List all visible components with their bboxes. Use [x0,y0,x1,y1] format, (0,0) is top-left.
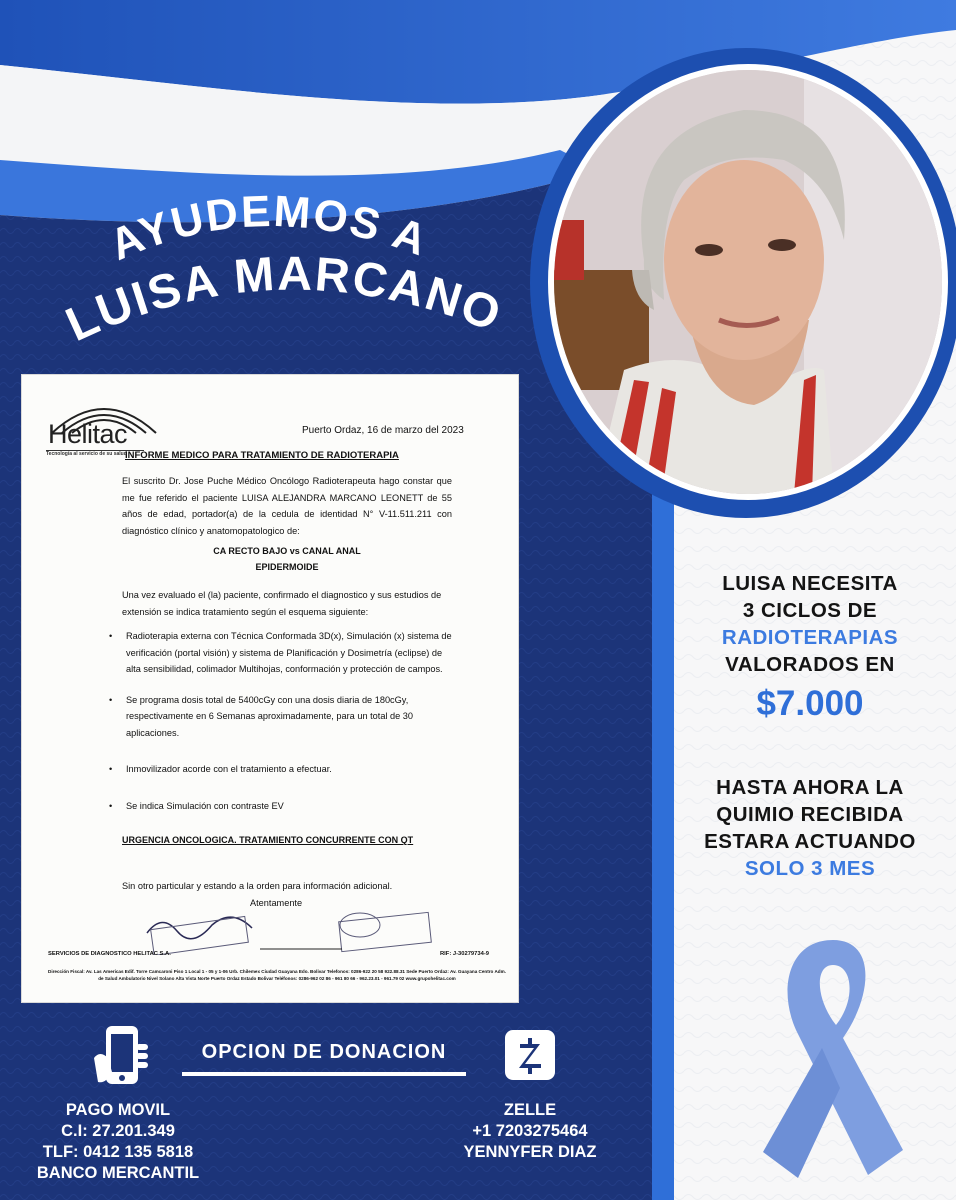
company-rif: RIF: J-30279734-9 [440,951,489,957]
pago-movil-bank: BANCO MERCANTIL [36,1164,200,1182]
treatment-list [106,628,454,814]
helitac-logo-text: Helitac [48,419,128,449]
info-line: LUISA NECESITA [722,572,898,595]
treatment-item: • Se programa dosis total de 5400cGy con una dosis diaria de 180cGy, respectivamente en 6 Semanas aproximadamente, para un total de 30 aplicaciones. [106,692,454,742]
diagnosis-line2: EPIDERMOIDE [255,562,319,572]
headline [20,170,540,370]
urgency-note: URGENCIA ONCOLOGICA. TRATAMIENTO CONCURRENTE CON QT [122,835,414,845]
report-heading: INFORME MEDICO PARA TRATAMIENTO DE RADIOTERAPIA [125,450,399,461]
pago-movil-phone: TLF: 0412 135 5818 [42,1143,194,1161]
medical-report-document [22,375,518,1002]
fundraising-info [660,570,956,882]
info-highlight: SOLO 3 MES [744,857,876,880]
diagnosis-line1: CA RECTO BAJO vs CANAL ANAL [213,546,361,556]
diagnosis [122,543,452,575]
treatment-item: • Se indica Simulación con contraste EV [106,798,454,815]
report-date: Puerto Ordaz, 16 de marzo del 2023 [302,425,464,436]
pago-movil-ci: C.I: 27.201.349 [61,1122,175,1140]
info-line: ESTARA ACTUANDO [704,830,916,853]
zelle-details [430,1100,630,1163]
mobile-phone-icon [92,1024,152,1088]
report-body: El suscrito Dr. Jose Puche Médico Oncólogo Radioterapeuta hago constar que me fue referido el paciente LUISA ALEJANDRA MARCANO LEONETT de 55 años de edad, portador(a) de la cedula de identidad N° V-11.511.211 con diagnóstico clínico y anatomopatologico de: [122,476,452,536]
info-line: QUIMIO RECIBIDA [716,803,904,826]
signature-stamp [142,903,442,955]
goal-amount: $7.000 [756,684,864,723]
info-line: 3 CICLOS DE [742,599,878,622]
zelle-name: YENNYFER DIAZ [463,1143,597,1161]
awareness-ribbon-icon [748,920,918,1190]
logo-tagline: Tecnología al servicio de su salud [46,450,144,457]
info-line: VALORADOS EN [725,653,895,676]
info-highlight: RADIOTERAPIAS [721,626,899,649]
report-intro: Una vez evaluado el (la) paciente, confirmado el diagnostico y sus estudios de extensión se indica tratamiento según el esquema siguiente: [122,590,442,617]
donation-title: OPCION DE DONACION [201,1041,447,1063]
treatment-item: • Inmovilizador acorde con el tratamiento a efectuar. [106,761,454,778]
pago-movil-label: PAGO MOVIL [65,1101,171,1119]
pago-movil-details [20,1100,216,1184]
treatment-item: • Radioterapia externa con Técnica Conformada 3D(x), Simulación (x) sistema de verificación (portal visión) y sistema de Planificación y Dosimetría (eclipse) de alta sensibilidad, colimador Multihojas, conformación y protección de campos. [106,628,454,678]
document-footer: Dirección Fiscal: Av. Las Americas Edif. Torre Camcaroni Piso 1 Local 1 - 05 y 1-06 Urb. Chilemex Ciudad Guayana Edo. Bolivar Telefonos: 0286-922 20 58 922.88.31 Sede Puerto Ordaz: Av. Guayana Centro Adm. de Salud Ambulatorio Nivel Solano Alta Vista Norte Puerto Ordaz Estado Bolivar Teléfonos: 0286-962 02 86 - 961 80 66 - 962.23.01 - 961.79 02 www.grupohelitac.com [48,969,506,981]
info-line: HASTA AHORA LA [716,776,904,799]
donation-divider [182,1072,466,1076]
zelle-label: ZELLE [503,1101,557,1119]
closing-line: Sin otro particular y estando a la orden para información adicional. [122,881,393,891]
portrait-photo [548,64,948,500]
zelle-phone: +1 7203275464 [472,1122,588,1140]
headline-line2: LUISA MARCANO [58,247,510,352]
signoff: Atentamente [250,898,303,908]
zelle-icon [505,1030,555,1080]
headline-line1: AYUDEMOS A [102,186,435,270]
company-name: SERVICIOS DE DIAGNOSTICO HELITAC S.A. [48,951,171,957]
